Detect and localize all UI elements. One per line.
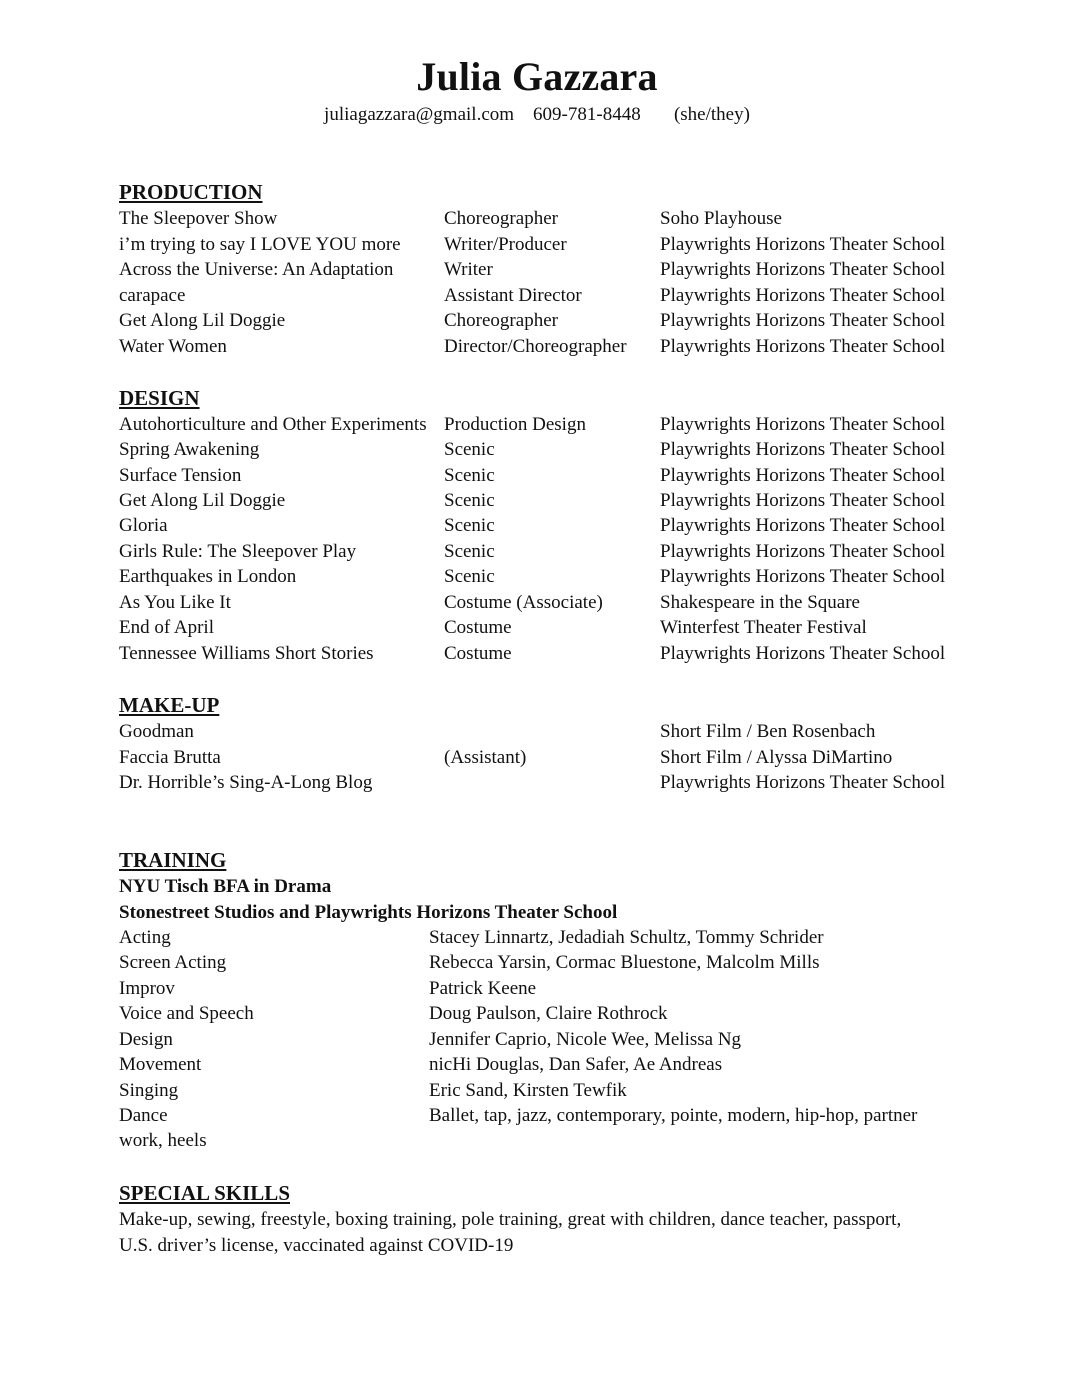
- design-heading: DESIGN: [119, 386, 200, 410]
- design-role: Scenic: [444, 465, 495, 486]
- makeup-title: Dr. Horrible’s Sing-A-Long Blog: [119, 772, 373, 793]
- production-role: Choreographer: [444, 208, 558, 229]
- design-role: Costume (Associate): [444, 592, 603, 613]
- production-row: [0, 308, 1074, 334]
- production-role: Writer/Producer: [444, 234, 567, 255]
- training-subject: Design: [119, 1029, 173, 1050]
- training-teachers: Jennifer Caprio, Nicole Wee, Melissa Ng: [429, 1029, 742, 1050]
- production-role: Writer: [444, 259, 493, 280]
- makeup-venue: Short Film / Ben Rosenbach: [660, 721, 876, 742]
- design-venue: Shakespeare in the Square: [660, 592, 860, 613]
- training-teachers: Doug Paulson, Claire Rothrock: [429, 1003, 668, 1024]
- production-venue: Playwrights Horizons Theater School: [660, 336, 946, 357]
- training-subject: Movement: [119, 1054, 202, 1075]
- makeup-row: [0, 745, 1074, 771]
- design-role: Scenic: [444, 439, 495, 460]
- makeup-title: Goodman: [119, 721, 194, 742]
- design-role: Costume: [444, 643, 512, 664]
- design-title: Get Along Lil Doggie: [119, 490, 286, 511]
- training-teachers: Rebecca Yarsin, Cormac Bluestone, Malcolm Mills: [429, 952, 820, 973]
- design-title: Autohorticulture and Other Experiments: [119, 414, 427, 435]
- design-row: [0, 412, 1074, 438]
- production-venue: Playwrights Horizons Theater School: [660, 310, 946, 331]
- training-row: [0, 1078, 1074, 1104]
- design-title: As You Like It: [119, 592, 231, 613]
- production-role: Choreographer: [444, 310, 558, 331]
- design-venue: Playwrights Horizons Theater School: [660, 541, 946, 562]
- design-venue: Playwrights Horizons Theater School: [660, 643, 946, 664]
- training-subject: Screen Acting: [119, 952, 227, 973]
- production-row: [0, 232, 1074, 258]
- design-venue: Playwrights Horizons Theater School: [660, 515, 946, 536]
- design-title: Girls Rule: The Sleepover Play: [119, 541, 357, 562]
- production-venue: Playwrights Horizons Theater School: [660, 259, 946, 280]
- design-role: Scenic: [444, 566, 495, 587]
- design-row: [0, 437, 1074, 463]
- production-title: i’m trying to say I LOVE YOU more: [119, 234, 401, 255]
- design-title: Gloria: [119, 515, 168, 536]
- design-title: Surface Tension: [119, 465, 242, 486]
- design-row: [0, 615, 1074, 641]
- training-row: [0, 1027, 1074, 1053]
- training-subject: Singing: [119, 1080, 179, 1101]
- production-title: carapace: [119, 285, 186, 306]
- design-role: Scenic: [444, 541, 495, 562]
- makeup-heading: MAKE-UP: [119, 693, 220, 717]
- production-title: Get Along Lil Doggie: [119, 310, 286, 331]
- makeup-row: [0, 770, 1074, 796]
- training-row: [0, 925, 1074, 951]
- design-row: [0, 463, 1074, 489]
- training-subject: Acting: [119, 927, 171, 948]
- design-row: [0, 488, 1074, 514]
- training-row: [0, 1103, 1074, 1129]
- makeup-title: Faccia Brutta: [119, 747, 221, 768]
- production-venue: Playwrights Horizons Theater School: [660, 234, 946, 255]
- design-venue: Playwrights Horizons Theater School: [660, 414, 946, 435]
- design-title: End of April: [119, 617, 214, 638]
- skills-heading: SPECIAL SKILLS: [119, 1181, 290, 1205]
- design-row: [0, 539, 1074, 565]
- training-row: [0, 976, 1074, 1002]
- design-row: [0, 641, 1074, 667]
- contact-line: [0, 102, 1074, 128]
- design-title: Spring Awakening: [119, 439, 260, 460]
- training-row: [0, 1001, 1074, 1027]
- production-row: [0, 257, 1074, 283]
- pronouns: (she/they): [673, 104, 750, 125]
- production-heading: PRODUCTION: [119, 180, 263, 204]
- design-venue: Playwrights Horizons Theater School: [660, 465, 946, 486]
- training-teachers: Patrick Keene: [429, 978, 537, 999]
- training-subject: Dance: [119, 1105, 168, 1126]
- design-row: [0, 564, 1074, 590]
- training-school-2: Stonestreet Studios and Playwrights Horizons Theater School: [119, 902, 618, 923]
- design-venue: Playwrights Horizons Theater School: [660, 566, 946, 587]
- production-venue: Soho Playhouse: [660, 208, 782, 229]
- training-subject: Improv: [119, 978, 175, 999]
- production-title: Across the Universe: An Adaptation: [119, 259, 394, 280]
- design-venue: Playwrights Horizons Theater School: [660, 439, 946, 460]
- design-role: Costume: [444, 617, 512, 638]
- makeup-role: (Assistant): [444, 747, 527, 768]
- production-row: [0, 334, 1074, 360]
- training-dance-continued: work, heels: [119, 1130, 207, 1151]
- production-row: [0, 206, 1074, 232]
- training-school: [0, 874, 1074, 900]
- makeup-venue: Playwrights Horizons Theater School: [660, 772, 946, 793]
- design-role: Production Design: [444, 414, 586, 435]
- design-venue: Playwrights Horizons Theater School: [660, 490, 946, 511]
- training-teachers: Eric Sand, Kirsten Tewfik: [429, 1080, 627, 1101]
- training-row: [0, 1128, 1074, 1154]
- production-role: Director/Choreographer: [444, 336, 627, 357]
- makeup-venue: Short Film / Alyssa DiMartino: [660, 747, 893, 768]
- training-teachers: Stacey Linnartz, Jedadiah Schultz, Tommy Schrider: [429, 927, 824, 948]
- design-row: [0, 590, 1074, 616]
- design-row: [0, 513, 1074, 539]
- skills-text: Make-up, sewing, freestyle, boxing training, pole training, great with children, dance teacher, passport, U.S. driver’s license, vaccinated against COVID-19: [119, 1209, 902, 1256]
- design-venue: Winterfest Theater Festival: [660, 617, 867, 638]
- design-role: Scenic: [444, 490, 495, 511]
- email: juliagazzara@gmail.com: [324, 104, 515, 125]
- resume-name: Julia Gazzara: [416, 54, 658, 99]
- design-title: Tennessee Williams Short Stories: [119, 643, 374, 664]
- training-school: [0, 900, 1074, 926]
- production-title: Water Women: [119, 336, 227, 357]
- design-title: Earthquakes in London: [119, 566, 297, 587]
- training-row: [0, 950, 1074, 976]
- design-role: Scenic: [444, 515, 495, 536]
- training-school-1: NYU Tisch BFA in Drama: [119, 876, 332, 897]
- production-role: Assistant Director: [444, 285, 582, 306]
- production-venue: Playwrights Horizons Theater School: [660, 285, 946, 306]
- production-title: The Sleepover Show: [119, 208, 278, 229]
- phone: 609-781-8448: [533, 104, 641, 125]
- training-heading: TRAINING: [119, 848, 227, 872]
- training-teachers: Ballet, tap, jazz, contemporary, pointe, modern, hip-hop, partner: [429, 1105, 918, 1126]
- production-row: [0, 283, 1074, 309]
- makeup-row: [0, 719, 1074, 745]
- training-teachers: nicHi Douglas, Dan Safer, Ae Andreas: [429, 1054, 723, 1075]
- training-row: [0, 1052, 1074, 1078]
- training-subject: Voice and Speech: [119, 1003, 254, 1024]
